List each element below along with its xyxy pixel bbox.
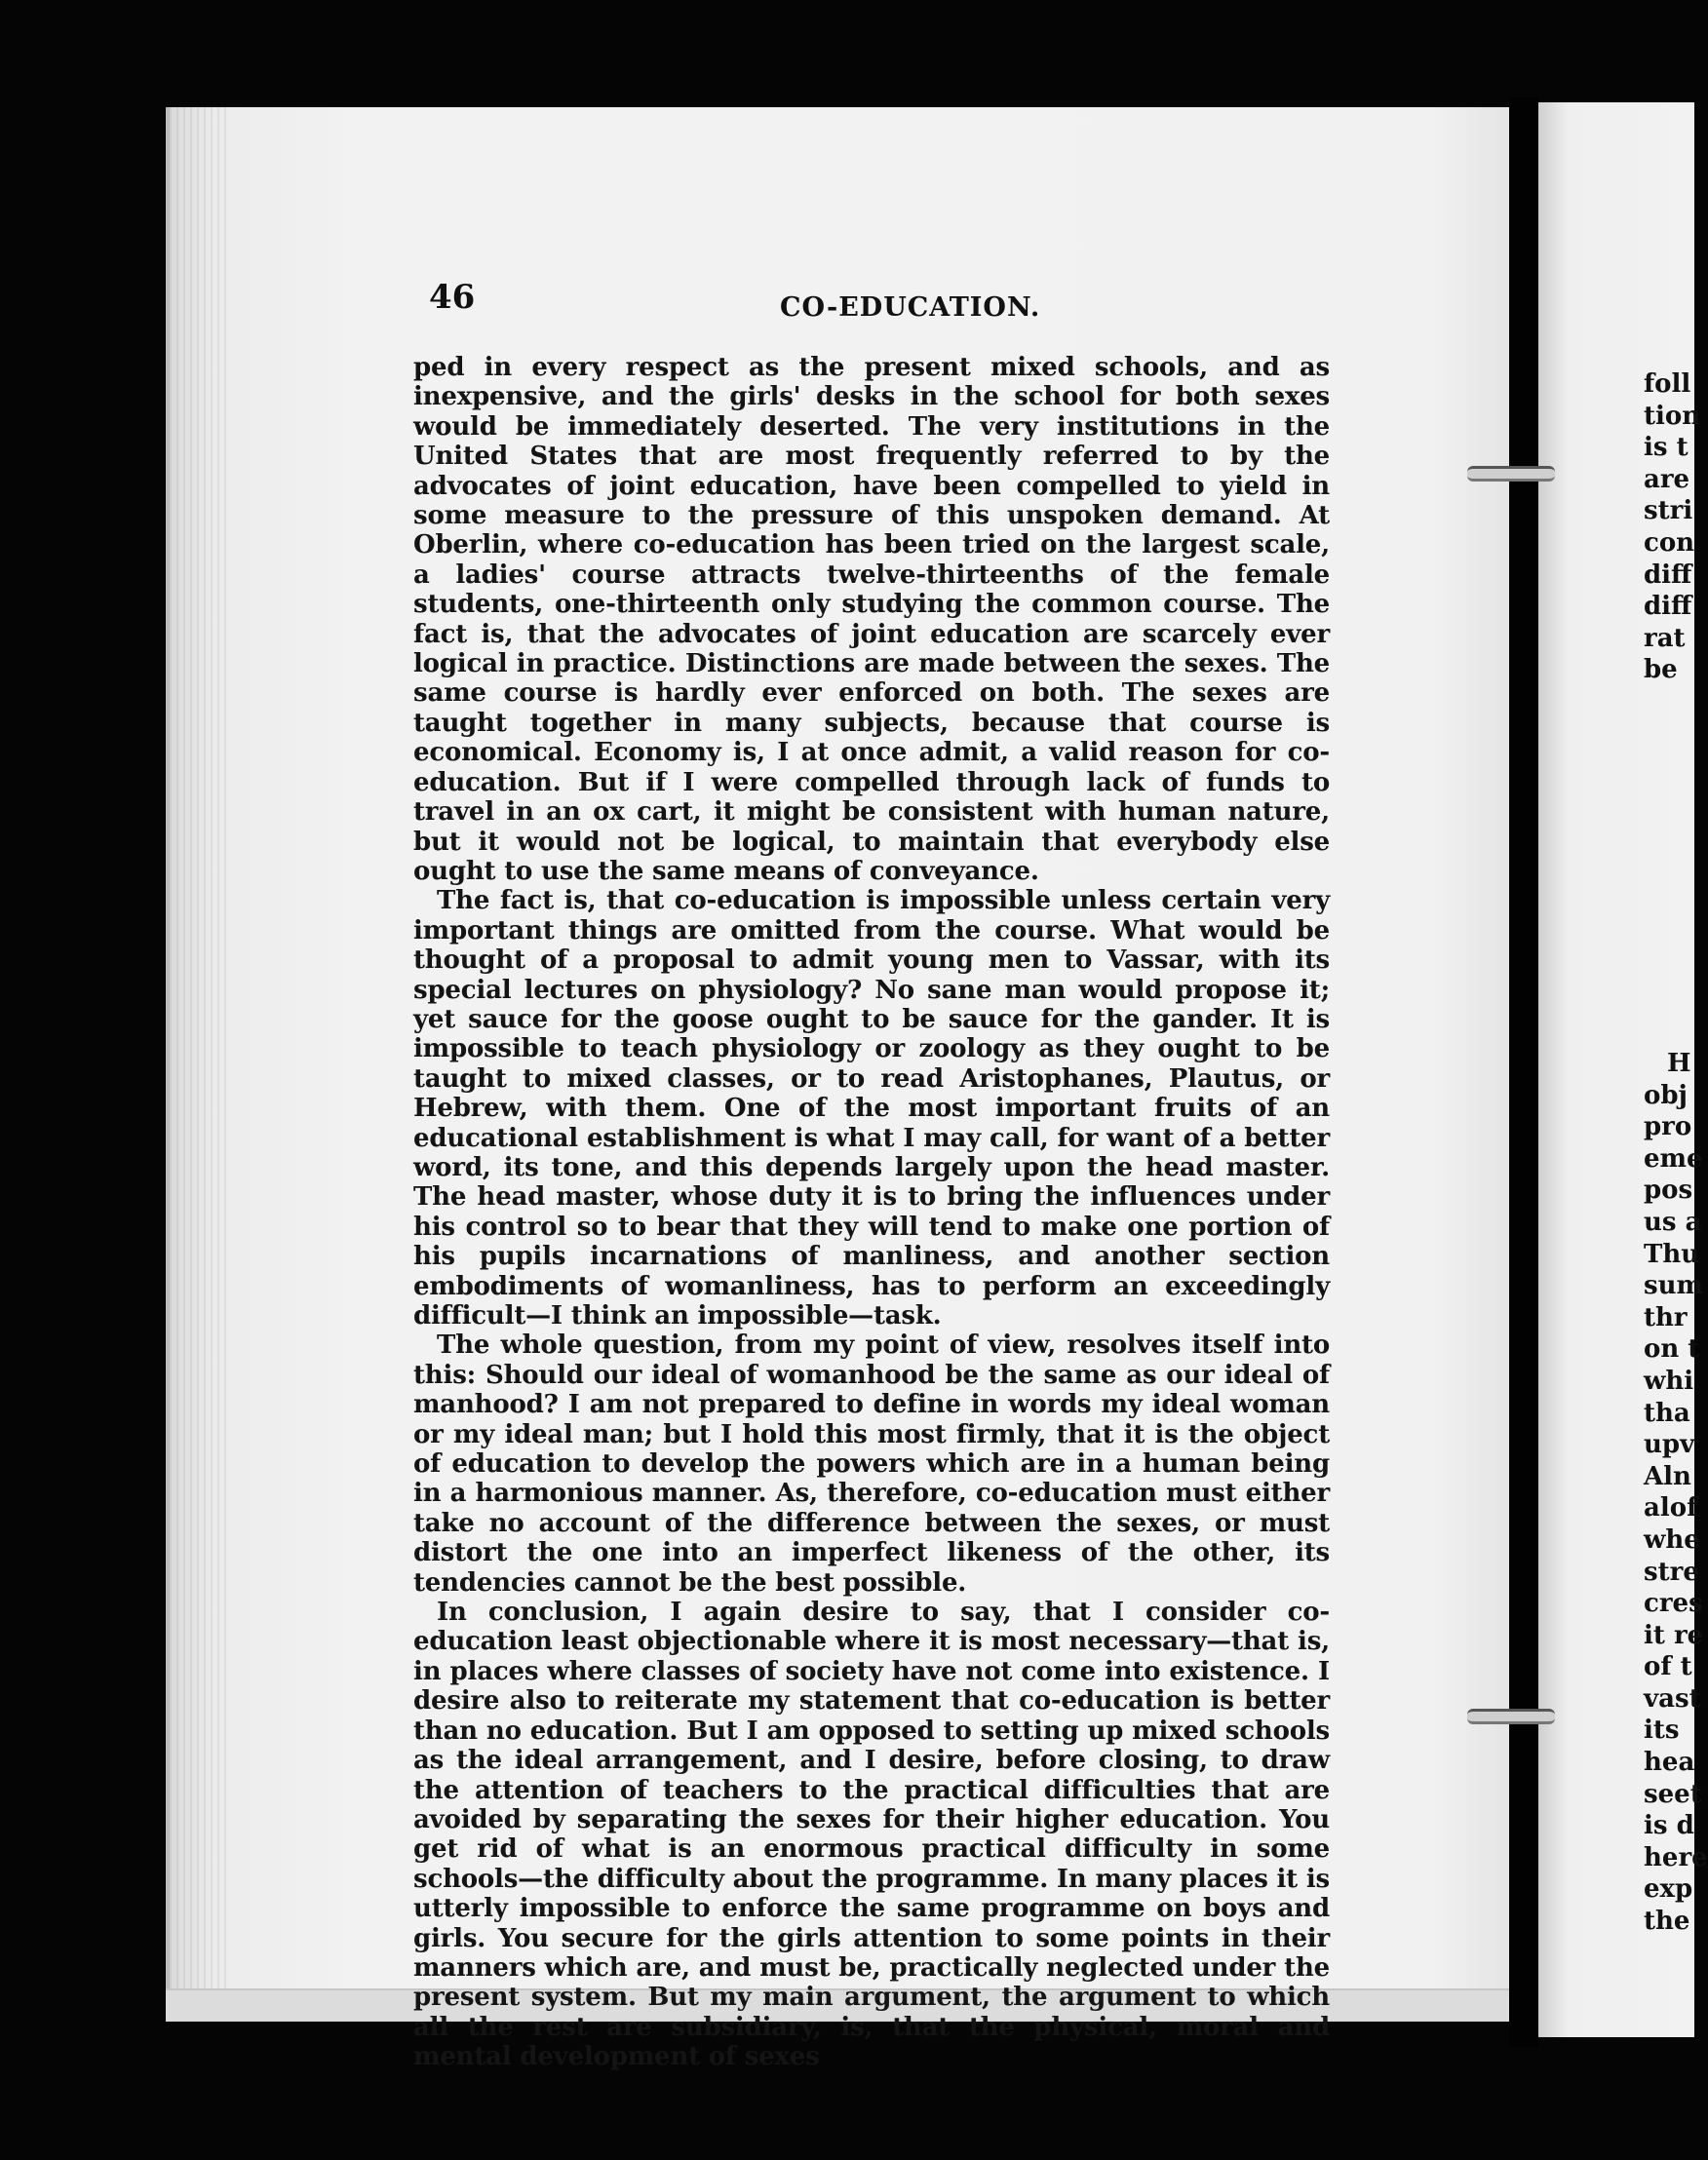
binding-staple-icon xyxy=(1467,1709,1555,1724)
page-edge-stack xyxy=(166,107,228,2020)
facing-page-text-block-2: H obj pro eme pos us a Thu sum thr on t whi tha upv Aln alof whe stre cres it re of t vast its hea seet is d here exp the xyxy=(1644,1049,1708,1937)
paragraph: The whole question, from my point of view, resolves itself into this: Should our ideal of womanhood be the same as our ideal of manhood? I am not prepared to define in words my ideal woman or my ideal man; but I hold this most firmly, that it is the object of education to develop the powers which are in a human being in a harmonious manner. As, therefore, co-education must either take no account of the difference between the sexes, or must distort the one into an imperfect likeness of the other, its tendencies cannot be the best possible. xyxy=(413,1331,1330,1598)
running-head: CO-EDUCATION. xyxy=(780,292,1041,323)
binding-staple-icon xyxy=(1467,466,1555,482)
book-gutter xyxy=(1509,97,1538,2047)
page-number: 46 xyxy=(429,278,476,317)
facing-page-text-block-1: foll tion is t are stri con diff diff rat be xyxy=(1644,369,1701,685)
paragraph: In conclusion, I again desire to say, that I consider co-education least objectionable where it is most necessary—that is, in places where classes of society have not come into existence. I desire also to reiterate my statement that co-education is better than no education. But I am opposed to setting up mixed schools as the ideal arrangement, and I desire, before closing, to draw the attention of teachers to the practical difficulties that are avoided by separating the sexes for their higher education. You get rid of what is an enormous practical difficulty in some schools—the difficulty about the programme. In many places it is utterly impossible to enforce the same programme on boys and girls. You secure for the girls attention to some points in their manners which are, and must be, practically neglected under the present system. But my main argument, the argument to which all the rest are subsidiary, is, that the physical, moral and mental development of sexes xyxy=(413,1598,1330,2072)
paragraph: ped in every respect as the present mixed schools, and as inexpensive, and the girls' desks in the school for both sexes would be immediately deserted. The very institutions in the United States that are most frequently referred to by the advocates of joint education, have been compelled to yield in some measure to the pressure of this unspoken demand. At Oberlin, where co-education has been tried on the largest scale, a ladies' course attracts twelve-thirteenths of the female students, one-thirteenth only studying the common course. The fact is, that the advocates of joint education are scarcely ever logical in practice. Distinctions are made between the sexes. The same course is hardly ever enforced on both. The sexes are taught together in many subjects, because that course is economical. Economy is, I at once admit, a valid reason for co-education. But if I were compelled through lack of funds to travel in an ox cart, it might be consistent with human nature, but it would not be logical, to maintain that everybody else ought to use the same means of conveyance. xyxy=(413,353,1330,886)
paragraph: The fact is, that co-education is impossible unless certain very important things are omitted from the course. What would be thought of a proposal to admit young men to Vassar, with its special lectures on physiology? No sane man would propose it; yet sauce for the goose ought to be sauce for the gander. It is impossible to teach physiology or zoology as they ought to be taught to mixed classes, or to read Aristophanes, Plautus, or Hebrew, with them. One of the most important fruits of an educational establishment is what I may call, for want of a better word, its tone, and this depends largely upon the head master. The head master, whose duty it is to bring the influences under his control so to bear that they will tend to make one portion of his pupils incarnations of manliness, and another section embodiments of womanliness, has to perform an exceedingly difficult—I think an impossible—task. xyxy=(413,886,1330,1331)
body-text xyxy=(413,353,1330,2072)
